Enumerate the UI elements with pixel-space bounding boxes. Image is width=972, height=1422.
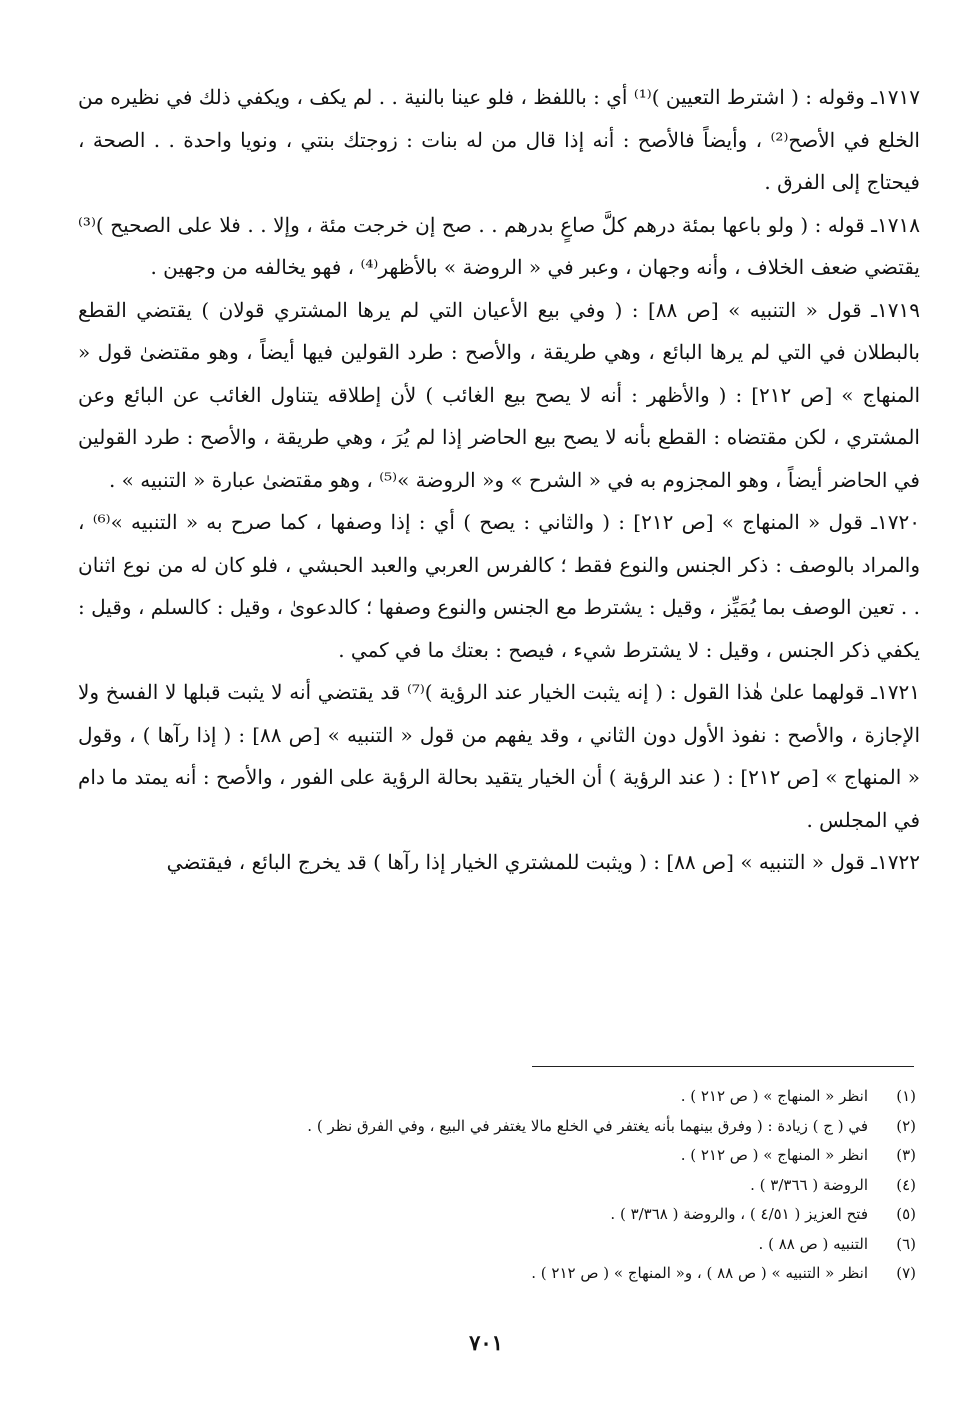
footnote-number: (١) [896,1087,916,1105]
paragraph-1717: ١٧١٧ـ وقوله : ( اشترط التعيين )⁽¹⁾ أي : باللفظ ، فلو عينا بالنية . . لم يكف ، ويكفي ذلك في نظيره من الخلع في الأصح⁽²⁾ ، وأيضاً فالأصح : أنه إذا قال من له بنات : زوجتك بنتي ، ونويا واحدة . . الصحة ، فيحتاج إلى الفرق . [78,85,920,194]
footnote-number: (٣) [896,1146,916,1164]
footnote-text: في ( ج ) زيادة : ( وفرق بينهما بأنه يغتفر في الخلع مالا يغتفر في البيع ، وفي الفرق نظر ) . [307,1116,868,1135]
footnote-5 [78,1200,916,1230]
footnote-text: التنبيه ( ص ٨٨ ) . [758,1234,868,1253]
paragraph-1721: ١٧٢١ـ قولهما علىٰ هٰذا القول : ( إنه يثبت الخيار عند الرؤية )⁽⁷⁾ قد يقتضي أنه لا يثبت قبلها لا الفسخ ولا الإجازة ، والأصح : نفوذ الأول دون الثاني ، وقد يفهم من قول « التنبيه » [ص ٨٨] : ( إذا رآها ) ، وقول « المنهاج » [ص ٢١٢] : ( عند الرؤية ) أن الخيار يتقيد بحالة الرؤية على الفور ، والأصح : أنه يمتد ما دام في المجلس . [78,680,921,832]
main-text [78,76,920,884]
footnote-text: انظر « المنهاج » ( ص ٢١٢ ) . [680,1146,868,1164]
footnote-6 [78,1230,916,1260]
footnote-1 [78,1082,916,1112]
footnote-2 [78,1112,916,1142]
footnote-text: انظر « المنهاج » ( ص ٢١٢ ) . [680,1087,868,1105]
footnote-divider [532,1066,914,1067]
paragraph-1720: ١٧٢٠ـ قول « المنهاج » [ص ٢١٢] : ( والثاني : يصح ) أي : إذا وصفها ، كما صرح به « التنبيه »⁽⁶⁾ ، والمراد بالوصف : ذكر الجنس والنوع فقط ؛ كالفرس العربي والعبد الحبشي ، فلو كان له من نوع اثنان . . تعين الوصف بما يُمَيِّز ، وقيل : يشترط مع الجنس والنوع وصفها ؛ كالدعوىٰ ، وقيل : كالسلم ، وقيل : يكفي ذكر الجنس ، وقيل : لا يشترط شيء ، فيصح : بعتك ما في كمي . [78,510,920,662]
footnote-7 [78,1259,916,1289]
paragraph-1722: ١٧٢٢ـ قول « التنبيه » [ص ٨٨] : ( ويثبت للمشتري الخيار إذا رآها ) قد يخرج البائع ، فيقتضي [166,850,920,874]
paragraph-1718: ١٧١٨ـ قوله : ( ولو باعها بمئة درهم كلَّ صاعٍ بدرهم . . صح إن خرجت مئة ، وإلا . . فلا على الصحيح )⁽³⁾ يقتضي ضعف الخلاف ، وأنه وجهان ، وعبر في « الروضة » بالأظهر⁽⁴⁾ ، فهو يخالفه من وجهين . [78,212,920,279]
footnote-number: (٥) [896,1205,916,1223]
footnotes [78,1082,916,1289]
footnote-number: (٤) [896,1175,916,1194]
page-number: ٧٠١ [469,1330,503,1355]
footnote-number: (٦) [896,1234,916,1253]
footnote-text: انظر « التنبيه » ( ص ٨٨ ) ، و« المنهاج » ( ص ٢١٢ ) . [531,1264,868,1282]
paragraph-1719: ١٧١٩ـ قول « التنبيه » [ص ٨٨] : ( وفي بيع الأعيان التي لم يرها المشتري قولان ) يقتضي القطع بالبطلان في التي لم يرها البائع ، وهي طريقة ، والأصح : طرد القولين فيها أيضاً ، وهو مقتضىٰ قول « المنهاج » [ص ٢١٢] : ( والأظهر : أنه لا يصح بيع الغائب ) لأن إطلاقه يتناول الغائب عن البائع وعن المشتري ، لكن مقتضاه : القطع بأنه لا يصح بيع الحاضر إذا لم يُرَ ، وهي طريقة ، والأصح : طرد القولين في الحاضر أيضاً ، وهو المجزوم به في « الشرح » و« الروضة »⁽⁵⁾ ، وهو مقتضىٰ عبارة « التنبيه » . [78,297,921,492]
footnote-text: الروضة ( ٣/٣٦٦ ) . [750,1175,868,1194]
footnote-number: (٢) [896,1116,916,1135]
footnote-4 [78,1171,916,1201]
footnote-text: فتح العزيز ( ٤/٥١ ) ، والروضة ( ٣/٣٦٨ ) . [610,1205,868,1223]
footnote-number: (٧) [896,1264,916,1282]
footnote-3 [78,1141,916,1171]
